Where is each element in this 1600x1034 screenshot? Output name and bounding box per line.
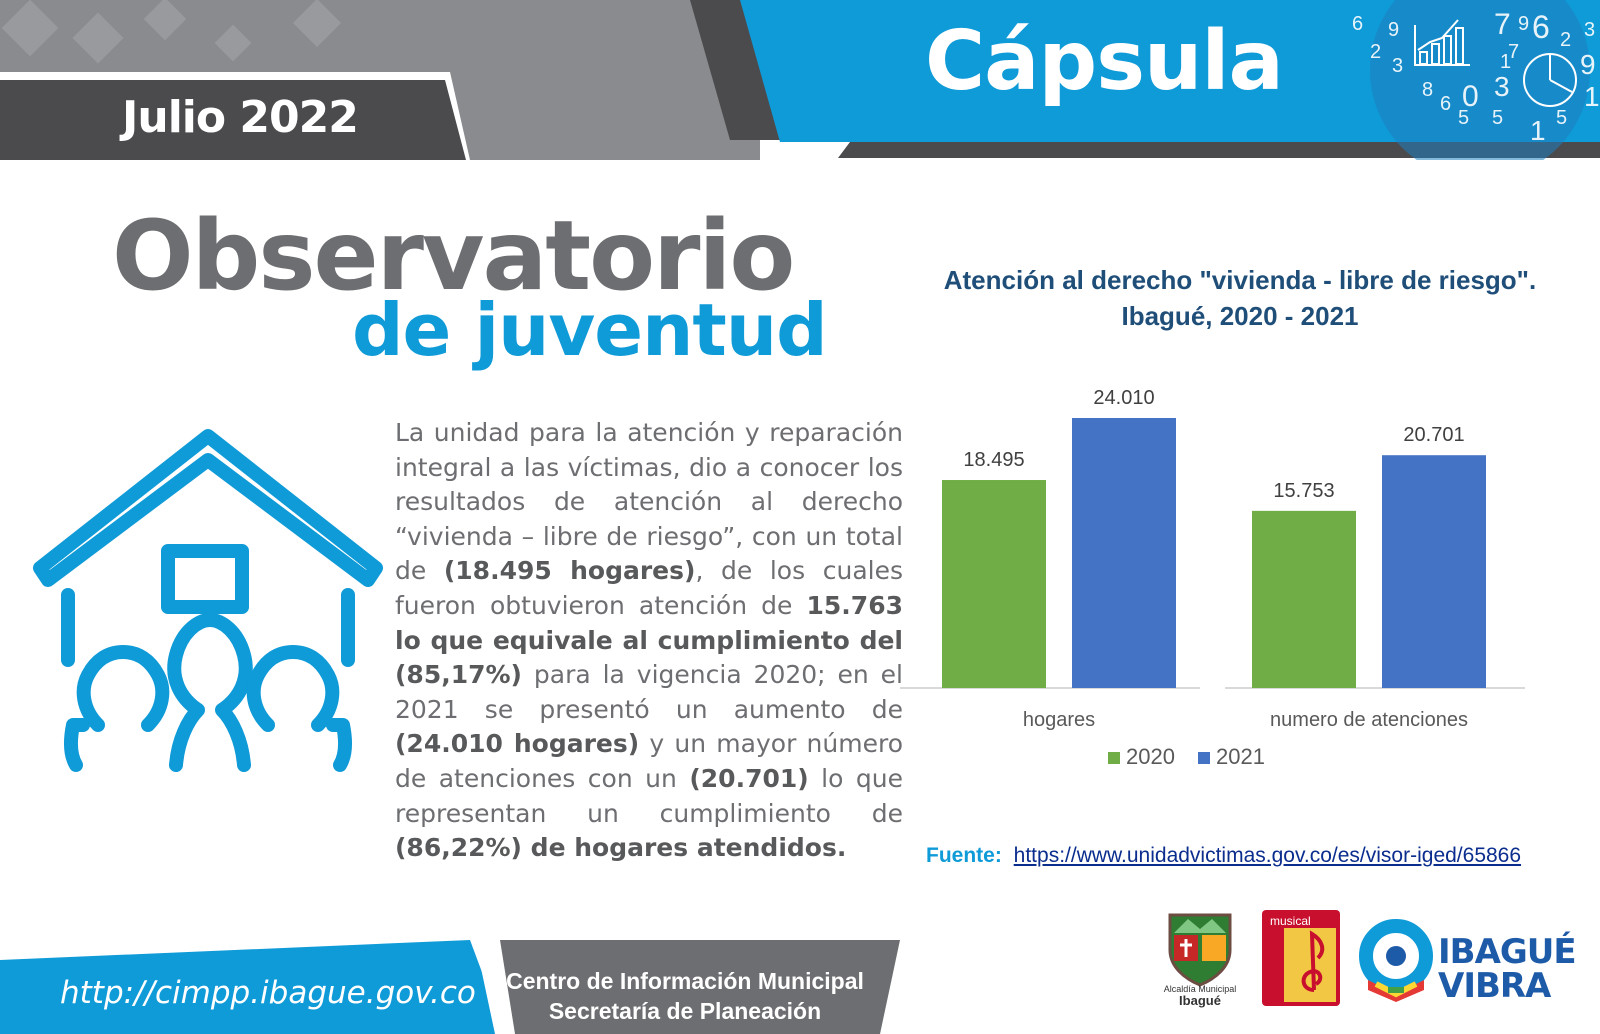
data-label: 24.010 [1093,387,1155,409]
legend-label: 2020 [1126,744,1175,769]
bar-2020-1 [1252,511,1356,688]
body-text: y un mayor número de atenciones con un [395,729,904,793]
svg-text:6: 6 [1532,9,1550,45]
source-label: Fuente: [926,844,1002,867]
body-text: para la vigencia 2020; en el 2021 se presentó un aumento de [395,660,903,724]
legend-swatch-2020 [1108,752,1120,764]
body-text: , de los cuales fueron obtuvieron atención de [395,556,903,620]
body-highlight: (20.701) [689,763,809,793]
svg-text:5: 5 [1556,107,1568,129]
svg-text:1: 1 [1584,81,1600,112]
svg-text:3: 3 [1494,71,1510,102]
site-url-link[interactable]: http://cimpp.ibague.gov.co [60,975,476,1011]
ibague-vibra-logo-mark [1358,918,1434,1002]
svg-text:2: 2 [1560,29,1572,51]
svg-text:9: 9 [1388,19,1400,41]
svg-text:3: 3 [1392,55,1404,77]
category-label: numero de atenciones [1270,709,1468,731]
svg-text:5: 5 [1492,107,1504,129]
svg-text:8: 8 [1422,79,1434,101]
chart-title-line2: Ibagué, 2020 - 2021 [1121,301,1359,331]
svg-text:6: 6 [1352,13,1364,35]
footer-organization [505,966,865,1026]
svg-text:9: 9 [1580,49,1596,80]
chart-title-line1: Atención al derecho "vivienda - libre de riesgo". [943,265,1537,295]
body-highlight: (86,22%) de hogares atendidos. [395,833,847,863]
category-label: hogares [1022,709,1096,731]
page-title: Observatorio [112,200,794,312]
department-name: Secretaría de Planeación [548,998,822,1024]
alcaldia-label: Alcaldía Municipal [1163,984,1237,994]
bar-2020-0 [942,480,1046,688]
musical-logo-text: musical [1270,914,1311,928]
bar-2021-0 [1072,418,1176,688]
svg-text:2: 2 [1370,41,1382,63]
capsule-title: Cápsula [925,14,1283,109]
svg-text:0: 0 [1462,80,1479,113]
svg-text:7: 7 [1508,41,1520,63]
svg-text:5: 5 [1458,107,1470,129]
legend-label: 2021 [1216,744,1265,769]
svg-text:3: 3 [1584,19,1596,41]
svg-text:7: 7 [1494,8,1511,41]
body-highlight: (18.495 hogares) [443,556,696,586]
data-label: 18.495 [963,449,1025,472]
svg-text:9: 9 [1518,13,1530,35]
organization-name: Centro de Información Municipal [506,968,864,994]
month-label: Julio 2022 [122,92,358,143]
brand-line1: IBAGUÉ [1438,932,1576,972]
chart-title [925,262,1555,334]
data-label: 15.753 [1273,479,1335,502]
svg-text:1: 1 [1530,115,1546,146]
body-text: La unidad para la atención y reparación integral a las víctimas, dio a conocer los resultados de atención al derecho “vivienda – libre de riesgo”, con un total de [395,418,903,586]
alcaldia-logo-text [1153,984,1247,1006]
brand-line2: VIBRA [1438,966,1551,1006]
svg-text:1: 1 [1500,51,1512,73]
bar-chart [900,370,1560,800]
alcaldia-city: Ibagué [1179,993,1221,1008]
body-highlight: 15.763 lo que equivale al cumplimiento del (85,17%) [395,590,903,690]
data-label: 20.701 [1403,424,1465,447]
body-highlight: (24.010 hogares) [395,729,640,759]
brand-text [1438,932,1576,1006]
alcaldia-shield-logo [1160,905,1240,987]
body-paragraph [395,416,903,866]
bar-2021-1 [1382,455,1486,688]
svg-text:6: 6 [1440,93,1452,115]
source-link[interactable]: https://www.unidadvictimas.gov.co/es/visor-iged/65866 [1013,844,1522,867]
body-text: lo que representan un cumplimiento de [395,763,903,828]
house-family-icon [28,420,388,780]
source-line [926,844,1521,868]
legend-swatch-2021 [1198,752,1210,764]
page-subtitle: de juventud [352,288,827,372]
